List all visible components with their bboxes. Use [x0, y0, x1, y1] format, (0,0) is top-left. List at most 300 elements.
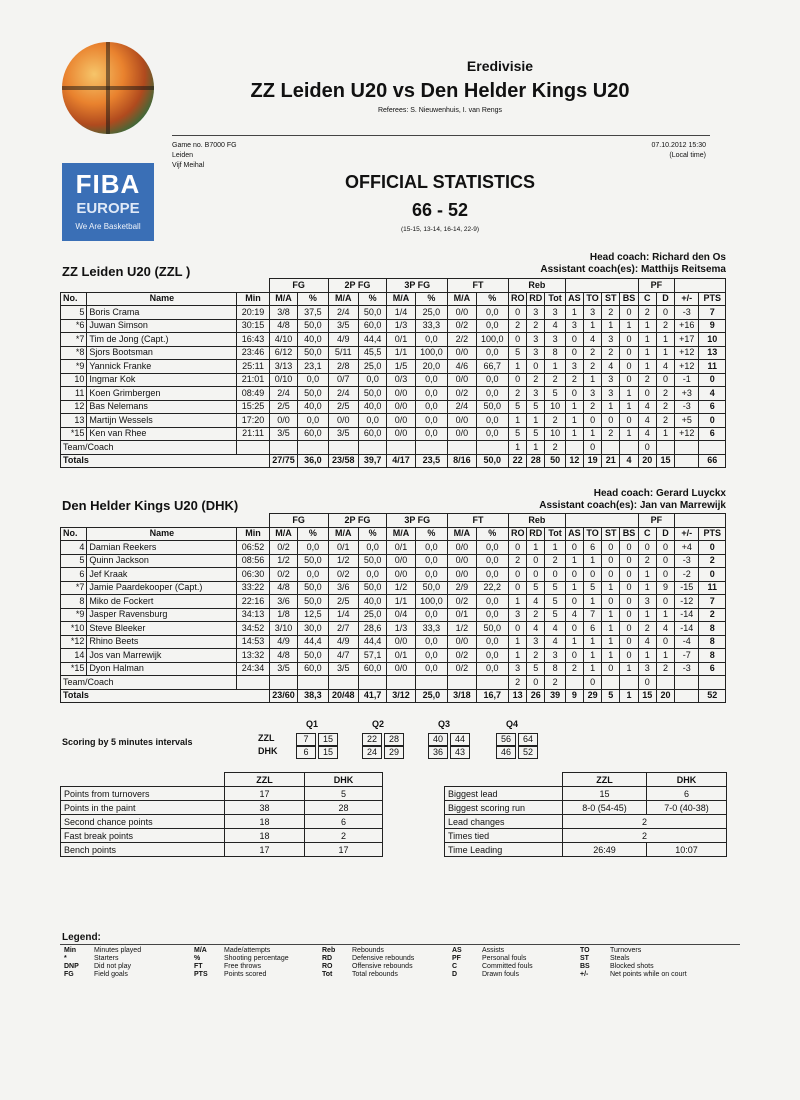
team1-stat-cell: 4	[638, 427, 656, 441]
team1-column-header: Min	[237, 292, 269, 306]
team1-player-row	[61, 360, 726, 374]
team2-total-cell: 5	[602, 689, 620, 703]
team1-stat-cell: 40,0	[358, 400, 386, 414]
team1-stat-cell: 2	[656, 414, 674, 428]
team2-player-row	[61, 662, 726, 676]
team2-stat-cell: 8	[61, 595, 87, 609]
team1-stat-cell: 0,0	[415, 400, 447, 414]
team1-stat-cell: 20:19	[237, 306, 269, 320]
team1-group-header: PF	[638, 279, 674, 293]
team2-stat-cell: 06:30	[237, 568, 269, 582]
points-breakdown-value: 6	[305, 815, 383, 829]
quarter-scores: (15-15, 13-14, 16-14, 22-9)	[400, 226, 480, 233]
team1-stat-cell: Tim de Jong (Capt.)	[87, 333, 237, 347]
team1-stats-table	[60, 278, 726, 468]
team1-name: ZZ Leiden U20 (ZZL )	[62, 264, 191, 279]
game-number: Game no. B7000 FG	[172, 142, 237, 149]
team1-stat-cell: 0,0	[415, 414, 447, 428]
team2-column-header: Name	[87, 527, 237, 541]
scoring-interval-value: 15	[318, 746, 338, 759]
team2-stat-cell: *9	[61, 608, 87, 622]
legend-entry	[580, 947, 687, 955]
team2-stat-cell: 1	[565, 554, 583, 568]
team1-stat-cell: 0	[620, 333, 638, 347]
game-flow-value: 6	[647, 787, 727, 801]
referees: Referees: S. Nieuwenhuis, I. van Rengs	[377, 107, 503, 114]
header-divider	[172, 135, 710, 136]
team1-stat-cell: 40,0	[298, 333, 328, 347]
team2-column-header: AS	[565, 527, 583, 541]
team2-stat-cell: 40,0	[358, 595, 386, 609]
team1-stat-cell: 0	[565, 346, 583, 360]
team2-column-header: C	[638, 527, 656, 541]
game-flow-header: ZZL	[563, 773, 647, 787]
team1-stat-cell: 1/3	[387, 319, 415, 333]
team1-stat-cell: 45,5	[358, 346, 386, 360]
points-breakdown-label: Points from turnovers	[61, 787, 225, 801]
team2-stat-cell: 3	[508, 608, 526, 622]
team1-stat-cell: 0,0	[476, 306, 508, 320]
team2-stat-cell: 30,0	[298, 622, 328, 636]
team2-stat-cell: 1	[583, 554, 601, 568]
team1-player-row	[61, 306, 726, 320]
legend-entry	[580, 955, 687, 963]
team1-total-cell: 20	[638, 454, 656, 468]
quarter-header: Q3	[438, 719, 451, 729]
legend-abbr: Reb	[322, 947, 336, 954]
team2-stat-cell: 2	[527, 608, 545, 622]
team2-stat-cell: 1	[656, 608, 674, 622]
team1-group-header: 2P FG	[328, 279, 387, 293]
team2-stat-cell: 1/2	[269, 554, 297, 568]
team2-stat-cell: 4	[527, 622, 545, 636]
game-flow-row	[445, 801, 727, 815]
team2-stat-cell: -3	[675, 662, 699, 676]
team1-team-coach-label: Team/Coach	[61, 441, 237, 455]
points-breakdown-value: 2	[305, 829, 383, 843]
team1-stat-cell: 60,0	[358, 319, 386, 333]
team2-total-cell: 1	[620, 689, 638, 703]
points-breakdown-row	[61, 787, 383, 801]
team1-stat-cell: 1	[638, 360, 656, 374]
team1-stat-cell: 3	[527, 387, 545, 401]
logo-tagline: We Are Basketball	[75, 222, 141, 231]
scoring-interval-value: 44	[450, 733, 470, 746]
team1-stat-cell: 17:20	[237, 414, 269, 428]
team1-stat-cell: 0/0	[448, 373, 476, 387]
team1-stat-cell: 3	[602, 387, 620, 401]
team1-column-header: ST	[602, 292, 620, 306]
team1-stat-cell: Ingmar Kok	[87, 373, 237, 387]
team2-stat-cell: 0	[638, 541, 656, 555]
legend-title: Legend:	[62, 932, 101, 943]
team1-total-cell: 23,5	[415, 454, 447, 468]
team2-stat-cell: +4	[675, 541, 699, 555]
team2-stat-cell: 0,0	[358, 568, 386, 582]
legend-desc: Minutes played	[94, 947, 142, 954]
team2-stat-cell: 4	[565, 608, 583, 622]
team2-stat-cell: 3/5	[328, 662, 358, 676]
points-breakdown-value: 17	[225, 787, 305, 801]
game-info	[172, 141, 237, 171]
legend-entry	[322, 963, 414, 971]
team1-player-row	[61, 414, 726, 428]
team2-column-header: BS	[620, 527, 638, 541]
team2-stat-cell: 0	[656, 554, 674, 568]
team1-stat-cell: 5	[508, 427, 526, 441]
team2-total-cell: 20/48	[328, 689, 358, 703]
team1-stat-cell: 4	[638, 400, 656, 414]
team2-stat-cell: 0,0	[415, 649, 447, 663]
team1-stat-cell: 50,0	[298, 319, 328, 333]
team2-total-cell: 26	[527, 689, 545, 703]
points-breakdown-row	[61, 801, 383, 815]
team2-stat-cell: 3	[638, 662, 656, 676]
team1-group-header	[565, 279, 638, 293]
team2-stat-cell: 0,0	[476, 541, 508, 555]
team2-stat-cell: Steve Bleeker	[87, 622, 237, 636]
team2-stat-cell: 50,0	[415, 581, 447, 595]
legend-entry	[452, 963, 533, 971]
points-breakdown-value: 38	[225, 801, 305, 815]
team2-stat-cell: 3/5	[269, 662, 297, 676]
team1-total-cell: 12	[565, 454, 583, 468]
scoring-interval-value: 64	[518, 733, 538, 746]
team2-stat-cell: 1/2	[448, 622, 476, 636]
team2-stat-cell: 0	[620, 541, 638, 555]
team2-stat-cell: 1	[638, 649, 656, 663]
team1-stat-cell: *9	[61, 360, 87, 374]
legend-abbr: BS	[580, 963, 590, 970]
team1-stat-cell: 0/1	[387, 333, 415, 347]
team2-stat-cell: 1	[638, 568, 656, 582]
team1-stat-cell: +12	[675, 346, 699, 360]
game-flow-value: 8-0 (54-45)	[563, 801, 647, 815]
legend-desc: Net points while on court	[610, 971, 687, 978]
legend-abbr: RD	[322, 955, 333, 962]
legend-abbr: Min	[64, 947, 77, 954]
team2-stat-cell: 2	[699, 608, 726, 622]
points-breakdown-label: Bench points	[61, 843, 225, 857]
team2-stat-cell: 33,3	[415, 622, 447, 636]
team2-column-header: Min	[237, 527, 269, 541]
team2-stat-cell: Rhino Beets	[87, 635, 237, 649]
team2-totals-label: Totals	[61, 689, 270, 703]
team1-head-coach: Head coach: Richard den Os	[589, 252, 726, 263]
team2-stat-cell: 1	[508, 649, 526, 663]
team2-stat-cell: 0	[620, 581, 638, 595]
team1-stat-cell: 10	[699, 333, 726, 347]
team2-stat-cell: 5	[583, 581, 601, 595]
legend-abbr: DNP	[64, 963, 79, 970]
team2-stat-cell: 0	[565, 568, 583, 582]
team2-stat-cell: 4/9	[269, 635, 297, 649]
team2-group-header: Reb	[508, 514, 565, 528]
team1-player-row	[61, 319, 726, 333]
team2-stat-cell: 2	[565, 662, 583, 676]
team1-stat-cell: 50,0	[358, 387, 386, 401]
team1-stat-cell: 60,0	[358, 427, 386, 441]
team1-stat-cell: 3	[602, 373, 620, 387]
team1-column-header: BS	[620, 292, 638, 306]
team1-stat-cell: 1/1	[387, 346, 415, 360]
team2-stat-cell: 0	[508, 541, 526, 555]
team2-stat-cell: 2	[527, 649, 545, 663]
team1-stat-cell: 12	[61, 400, 87, 414]
team1-stat-cell: 50,0	[476, 400, 508, 414]
team2-stat-cell: 4	[545, 622, 565, 636]
team1-stat-cell: 1	[656, 427, 674, 441]
scoring-interval-value: 52	[518, 746, 538, 759]
team2-stat-cell: 1	[583, 649, 601, 663]
team2-stat-cell: 0,0	[476, 649, 508, 663]
team2-stat-cell: 0/0	[387, 568, 415, 582]
fiba-ball-logo	[62, 42, 154, 134]
team2-stat-cell: 9	[656, 581, 674, 595]
team2-stat-cell: 0	[527, 676, 545, 690]
team2-stat-cell: 0	[620, 595, 638, 609]
team1-column-header-row	[61, 292, 726, 306]
team1-stat-cell: 30:15	[237, 319, 269, 333]
team1-column-header: RD	[527, 292, 545, 306]
team1-stat-cell: 1	[565, 414, 583, 428]
final-score: 66 - 52	[411, 200, 469, 220]
team1-stat-cell: 0/0	[269, 414, 297, 428]
team1-stat-cell: 0	[602, 414, 620, 428]
team2-stat-cell: -7	[675, 649, 699, 663]
team1-stat-cell: 1/4	[387, 306, 415, 320]
team2-total-cell	[675, 689, 699, 703]
team1-total-cell: 15	[656, 454, 674, 468]
legend-desc: Defensive rebounds	[352, 955, 415, 962]
team1-stat-cell: 0,0	[476, 387, 508, 401]
team2-stat-cell: 0	[527, 568, 545, 582]
team2-stat-cell: 50,0	[358, 581, 386, 595]
team2-stat-cell: 0/1	[387, 649, 415, 663]
legend-column	[322, 947, 414, 979]
game-flow-label: Lead changes	[445, 815, 563, 829]
game-flow-row	[445, 787, 727, 801]
legend-entry	[580, 963, 687, 971]
team2-column-header: %	[358, 527, 386, 541]
team1-stat-cell: 1	[527, 414, 545, 428]
team1-stat-cell: 0/0	[328, 414, 358, 428]
team2-stat-cell: 0/1	[448, 608, 476, 622]
team2-head-coach: Head coach: Gerard Luyckx	[593, 488, 726, 499]
team1-stat-cell: 0,0	[476, 373, 508, 387]
team2-stat-cell: 7	[583, 608, 601, 622]
team1-stat-cell: 3	[583, 387, 601, 401]
legend-desc: Total rebounds	[352, 971, 398, 978]
team1-stat-cell: Ken van Rhee	[87, 427, 237, 441]
team1-stat-cell: *8	[61, 346, 87, 360]
team2-column-header: %	[476, 527, 508, 541]
game-flow-table	[444, 772, 727, 857]
team1-stat-cell: 3/5	[328, 427, 358, 441]
team2-stat-cell: 0	[656, 595, 674, 609]
team2-stat-cell: 3	[527, 635, 545, 649]
points-breakdown-row	[61, 815, 383, 829]
team2-stat-cell: 0/0	[448, 554, 476, 568]
team1-stat-cell: 0	[508, 333, 526, 347]
scoring-interval-value: 56	[496, 733, 516, 746]
team1-stat-cell: 2	[527, 319, 545, 333]
team2-stat-cell: 0/2	[269, 541, 297, 555]
team2-stat-cell: 7	[699, 595, 726, 609]
team1-stat-cell: 0/2	[448, 319, 476, 333]
team1-stat-cell: 0	[565, 333, 583, 347]
team2-player-row	[61, 649, 726, 663]
team2-column-header: RO	[508, 527, 526, 541]
team1-column-header: M/A	[448, 292, 476, 306]
team1-stat-cell: Bas Nelemans	[87, 400, 237, 414]
team2-stat-cell: 5	[545, 595, 565, 609]
team1-stat-cell: 5	[545, 387, 565, 401]
team1-stat-cell: 2	[583, 360, 601, 374]
legend-abbr: Tot	[322, 971, 333, 978]
team2-stat-cell: Jos van Marrewijk	[87, 649, 237, 663]
team2-stat-cell: 4/8	[269, 649, 297, 663]
team1-column-header: %	[476, 292, 508, 306]
legend-entry	[194, 955, 289, 963]
team2-stat-cell: 0/4	[387, 608, 415, 622]
team1-stat-cell: 0	[508, 306, 526, 320]
team1-column-header: %	[298, 292, 328, 306]
game-flow-label: Biggest scoring run	[445, 801, 563, 815]
team2-column-header: No.	[61, 527, 87, 541]
document-title: OFFICIAL STATISTICS	[345, 172, 535, 192]
game-flow-value: 15	[563, 787, 647, 801]
team2-stat-cell: 0	[583, 568, 601, 582]
team1-total-cell: 39,7	[358, 454, 386, 468]
team1-stat-cell: 0,0	[476, 319, 508, 333]
team2-stat-cell: 0,0	[415, 554, 447, 568]
match-title: ZZ Leiden U20 vs Den Helder Kings U20	[250, 80, 630, 102]
team1-column-header: M/A	[328, 292, 358, 306]
team1-stat-cell: 0	[527, 360, 545, 374]
fiba-logo-text: FIBA	[75, 169, 141, 199]
team1-totals-label: Totals	[61, 454, 270, 468]
team1-stat-cell: 0,0	[415, 427, 447, 441]
team2-column-header: M/A	[448, 527, 476, 541]
team2-stat-cell: 0/1	[328, 541, 358, 555]
team2-stat-cell: 0	[656, 541, 674, 555]
team2-column-header: M/A	[269, 527, 297, 541]
team2-stat-cell: 0	[620, 649, 638, 663]
team1-stat-cell: 23:46	[237, 346, 269, 360]
team1-stat-cell: 0/0	[387, 387, 415, 401]
team2-stat-cell: 4	[61, 541, 87, 555]
team1-player-row	[61, 333, 726, 347]
team2-group-header: 2P FG	[328, 514, 387, 528]
league-name: Eredivisie	[466, 58, 534, 74]
team2-stat-cell: 2	[508, 554, 526, 568]
team1-stat-cell: 4/10	[269, 333, 297, 347]
team1-stat-cell: -3	[675, 400, 699, 414]
team1-stat-cell: 10	[545, 427, 565, 441]
team1-stat-cell: 1	[656, 333, 674, 347]
team1-stat-cell: 4	[545, 319, 565, 333]
team1-stat-cell: 1	[602, 319, 620, 333]
team1-stat-cell: 0/0	[448, 427, 476, 441]
scoring-interval-value: 24	[362, 746, 382, 759]
team1-stat-cell: +12	[675, 427, 699, 441]
team1-stat-cell: 1	[583, 427, 601, 441]
legend-divider	[60, 944, 740, 945]
team2-stat-cell: 0,0	[415, 662, 447, 676]
team1-stat-cell: 0/2	[448, 387, 476, 401]
legend-entry	[452, 947, 533, 955]
team2-stat-cell: 1/2	[328, 554, 358, 568]
team1-stat-cell: 3	[583, 306, 601, 320]
team1-stat-cell: 0	[565, 387, 583, 401]
team1-stat-cell: 2/4	[328, 306, 358, 320]
team1-assistant-coach: Assistant coach(es): Matthijs Reitsema	[540, 264, 726, 275]
team2-stat-cell: 8	[699, 649, 726, 663]
team2-team-coach-label: Team/Coach	[61, 676, 237, 690]
team2-stat-cell: 2/5	[328, 595, 358, 609]
team1-stat-cell: 0/7	[328, 373, 358, 387]
team1-stat-cell: 25,0	[358, 360, 386, 374]
legend-abbr: *	[64, 955, 67, 962]
team1-stat-cell: 0	[699, 414, 726, 428]
team1-stat-cell: 3/5	[328, 319, 358, 333]
date-info	[600, 141, 706, 161]
team2-stat-cell: 22,2	[476, 581, 508, 595]
team1-stat-cell: 1	[545, 360, 565, 374]
team2-stat-cell: 0,0	[476, 554, 508, 568]
scoring-interval-value: 36	[428, 746, 448, 759]
team1-group-header-row	[61, 279, 726, 293]
team2-stat-cell: 2	[638, 554, 656, 568]
team2-stat-cell: 6	[583, 541, 601, 555]
team2-stat-cell: 50,0	[476, 622, 508, 636]
team1-stat-cell: 100,0	[476, 333, 508, 347]
team2-stat-cell: 3/6	[328, 581, 358, 595]
team1-stat-cell: 3/13	[269, 360, 297, 374]
team2-column-header: M/A	[328, 527, 358, 541]
team2-stat-cell: 0/0	[448, 541, 476, 555]
team1-stat-cell: 15:25	[237, 400, 269, 414]
legend-desc: Starters	[94, 955, 119, 962]
team1-stat-cell: 1	[565, 400, 583, 414]
team2-column-header: TO	[583, 527, 601, 541]
team2-stat-cell: 1	[656, 649, 674, 663]
team2-stat-cell: 4/9	[328, 635, 358, 649]
team2-stat-cell: 1/4	[328, 608, 358, 622]
team2-stat-cell: *7	[61, 581, 87, 595]
team1-stat-cell: 0/0	[448, 346, 476, 360]
legend-desc: Field goals	[94, 971, 128, 978]
team2-stat-cell: 44,4	[298, 635, 328, 649]
team1-column-header: C	[638, 292, 656, 306]
team1-column-header: %	[415, 292, 447, 306]
legend-entry	[322, 955, 414, 963]
team1-group-header: FG	[269, 279, 328, 293]
legend-desc: Free throws	[224, 963, 261, 970]
team2-stat-cell: 24:34	[237, 662, 269, 676]
team2-stat-cell: 6	[61, 568, 87, 582]
team2-column-header-row	[61, 527, 726, 541]
team2-group-header: 3P FG	[387, 514, 448, 528]
team2-stat-cell: 1	[565, 581, 583, 595]
team2-assistant-coach: Assistant coach(es): Jan van Marrewijk	[539, 500, 726, 511]
legend-column	[64, 947, 141, 979]
legend-entry	[322, 971, 414, 979]
scoring-interval-value: 15	[318, 733, 338, 746]
team2-stat-cell: 44,4	[358, 635, 386, 649]
team2-column-header: %	[415, 527, 447, 541]
